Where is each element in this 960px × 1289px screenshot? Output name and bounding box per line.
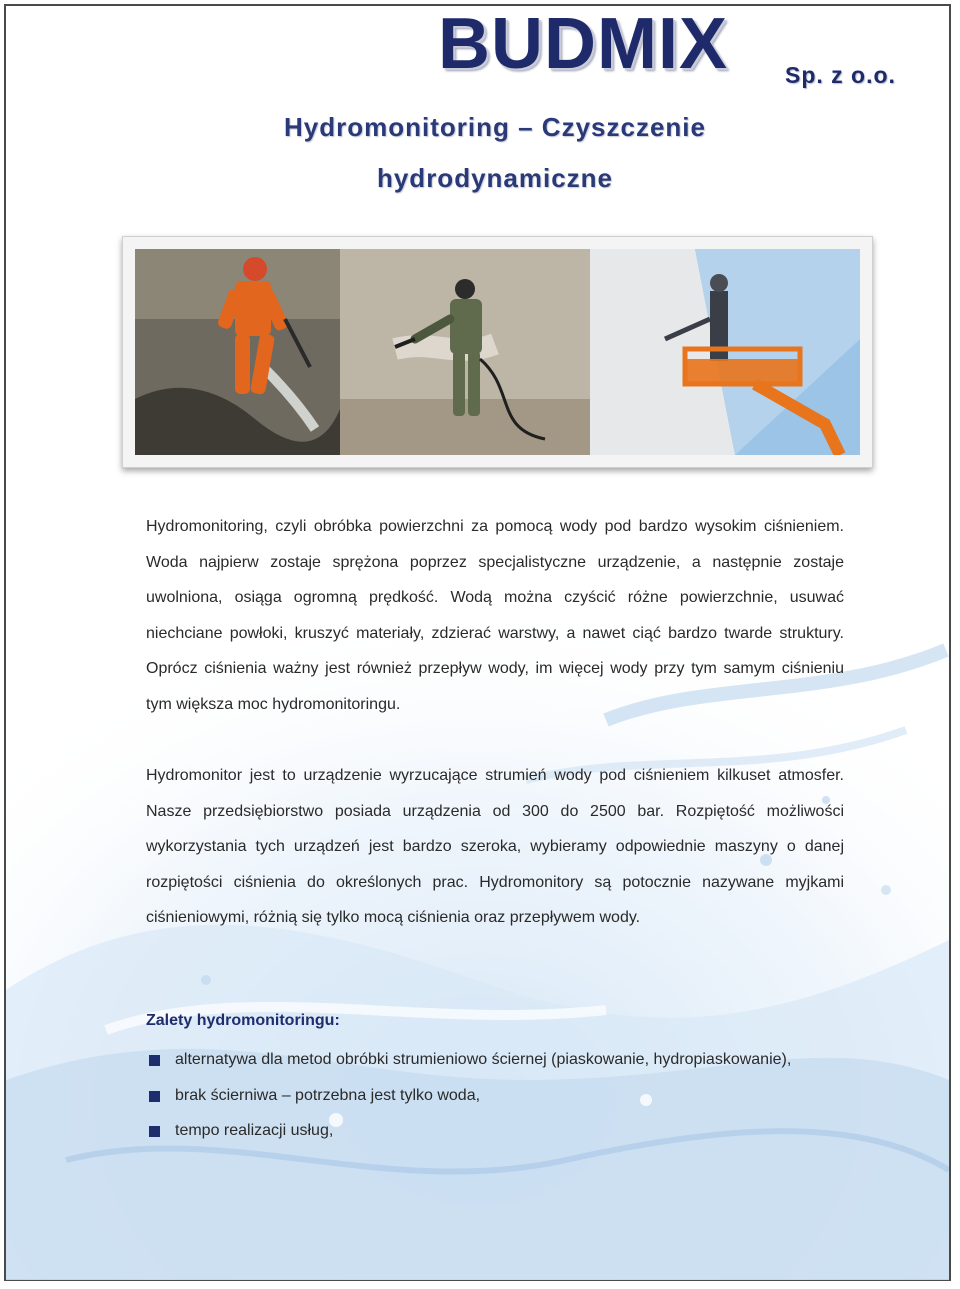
page-title-line-2: hydrodynamiczne (376, 163, 614, 193)
photo-collage (122, 236, 873, 468)
list-item (146, 1113, 844, 1149)
list-item-text: brak ścierniwa – potrzebna jest tylko woda, (175, 1086, 481, 1104)
paragraph-hydromonitor: Hydromonitor jest to urządzenie wyrzucające strumień wody pod ciśnieniem kilkuset atmosfer. Nasze przedsiębiorstwo posiada urządzenia od 300 do 2500 bar. Rozpiętość możliwości wykorzystania tych urządzeń jest bardzo szeroka, wybieramy odpowiednie maszyny o danej rozpiętości ciśnienia do określonych prac. Hydromonitory są potocznie nazywane myjkami ciśnieniowymi, różnią się tylko mocą ciśnienia oraz przepływem wody. (146, 767, 844, 926)
company-logo: BUDMIX (438, 4, 728, 84)
hydromonitoring-photo-icon (135, 249, 860, 455)
list-item-text: tempo realizacji usług, (175, 1122, 334, 1139)
list-item (146, 1042, 844, 1078)
page-title-line-1: Hydromonitoring – Czyszczenie (284, 112, 706, 142)
list-item-text: alternatywa dla metod obróbki strumieniowo ściernej (piaskowanie, hydropiaskowanie), (175, 1051, 792, 1068)
list-item (146, 1078, 844, 1114)
square-bullet-icon (149, 1055, 160, 1066)
company-logo-suffix: Sp. z o.o. (785, 62, 896, 88)
paragraph-intro: Hydromonitoring, czyli obróbka powierzchni za pomocą wody pod bardzo wysokim ciśnieniem. Woda najpierw zostaje sprężona poprzez specjalistyczne urządzenie, a następnie zostaje uwolniona, osiąga ogromną prędkość. Wodą można czyścić różne powierzchnie, usuwać niechciane powłoki, kruszyć materiały, zdzierać warstwy, a nawet ciąć bardzo twarde struktury. Oprócz ciśnienia ważny jest również przepływ wody, im więcej wody przy tym samym ciśnieniu tym większa moc hydromonitoringu. (146, 518, 844, 713)
advantages-list (146, 1042, 844, 1149)
advantages-heading: Zalety hydromonitoringu: (146, 1012, 340, 1029)
square-bullet-icon (149, 1091, 160, 1102)
square-bullet-icon (149, 1126, 160, 1137)
